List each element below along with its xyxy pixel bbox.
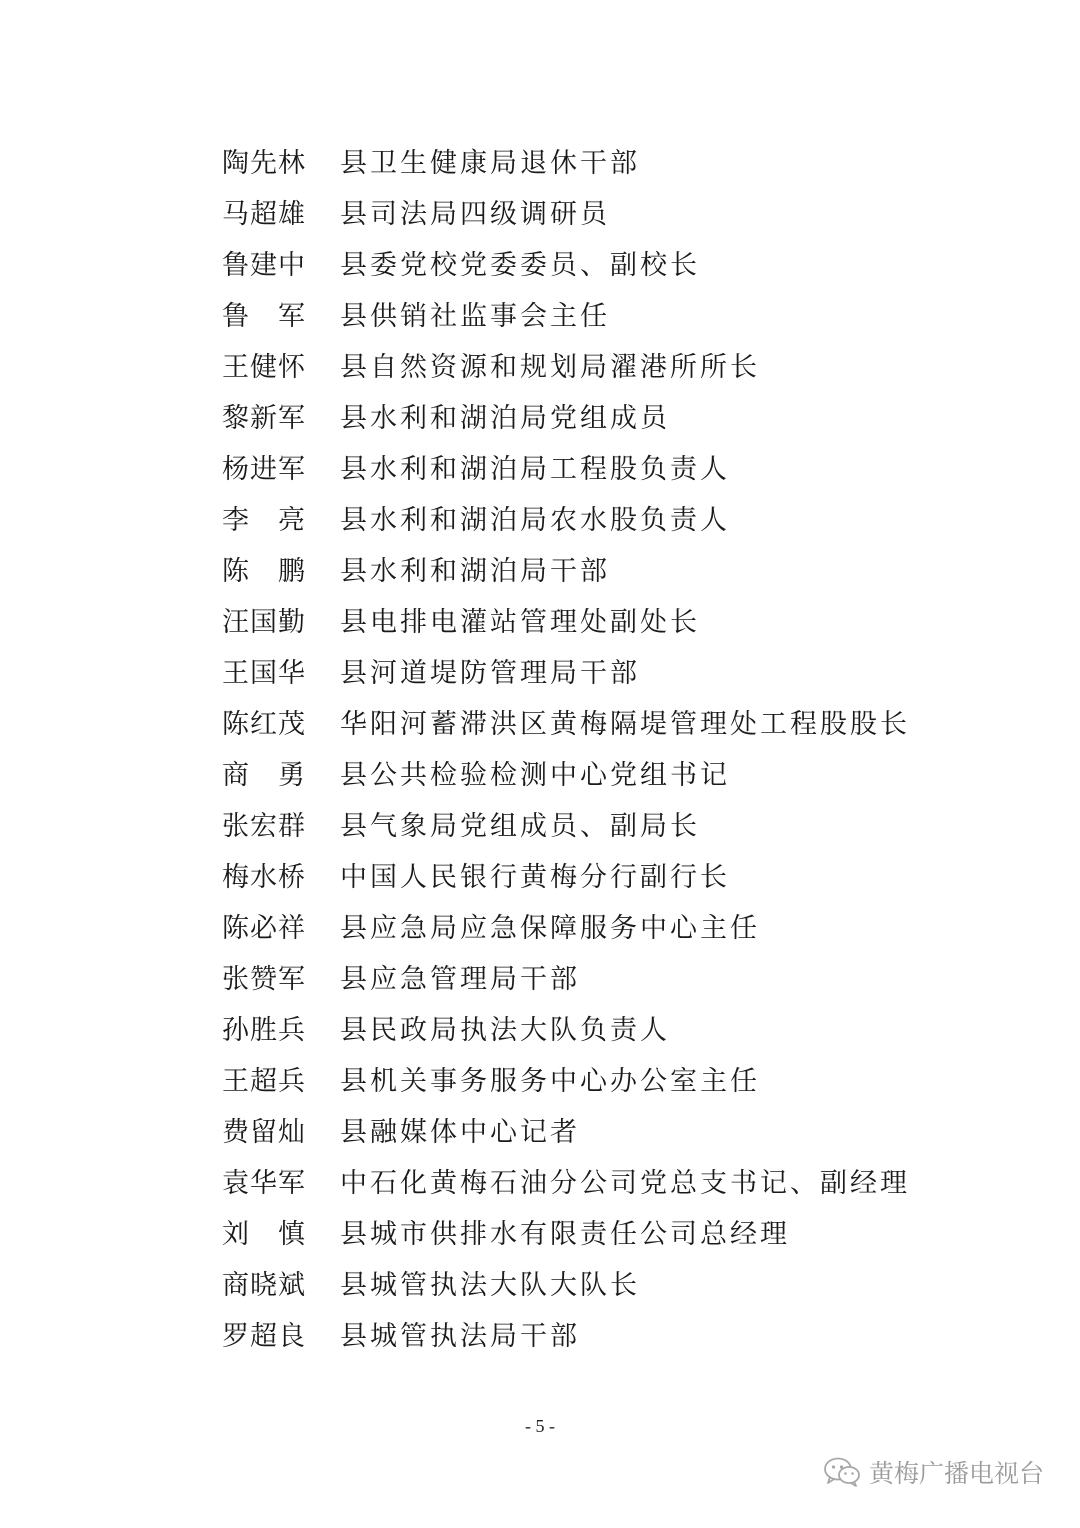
list-item (222, 849, 910, 900)
person-position: 县水利和湖泊局工程股负责人 (340, 454, 730, 485)
person-position: 中国人民银行黄梅分行副行长 (340, 862, 730, 893)
person-position: 县自然资源和规划局濯港所所长 (340, 352, 760, 383)
person-name: 商 勇 (222, 760, 306, 791)
person-name: 商 晓 斌 (222, 1270, 306, 1301)
person-position: 县水利和湖泊局党组成员 (340, 403, 670, 434)
person-position: 县供销社监事会主任 (340, 301, 610, 332)
list-item (222, 900, 910, 951)
person-name: 鲁 军 (222, 301, 306, 332)
list-item (222, 951, 910, 1002)
personnel-list (222, 135, 910, 1359)
list-item (222, 1002, 910, 1053)
person-name: 鲁 建 中 (222, 250, 306, 281)
list-item (222, 1308, 910, 1359)
person-position: 县应急管理局干部 (340, 964, 580, 995)
page-number: - 5 - (525, 1416, 555, 1436)
person-position: 县机关事务服务中心办公室主任 (340, 1066, 760, 1097)
list-item (222, 1053, 910, 1104)
person-name: 李 亮 (222, 505, 306, 536)
list-item (222, 594, 910, 645)
person-name: 王 健 怀 (222, 352, 306, 383)
person-name: 梅 水 桥 (222, 862, 306, 893)
person-name: 陈 必 祥 (222, 913, 306, 944)
person-name: 袁 华 军 (222, 1168, 306, 1199)
list-item (222, 135, 910, 186)
person-position: 县司法局四级调研员 (340, 199, 610, 230)
person-position: 县水利和湖泊局干部 (340, 556, 610, 587)
person-position: 县委党校党委委员、副校长 (340, 250, 700, 281)
list-item (222, 798, 910, 849)
person-position: 县应急局应急保障服务中心主任 (340, 913, 760, 944)
person-name: 孙 胜 兵 (222, 1015, 306, 1046)
list-item (222, 1257, 910, 1308)
list-item (222, 1206, 910, 1257)
person-name: 王 国 华 (222, 658, 306, 689)
person-name: 费 留 灿 (222, 1117, 306, 1148)
person-position: 县城市供排水有限责任公司总经理 (340, 1219, 790, 1250)
person-name: 张 宏 群 (222, 811, 306, 842)
person-name: 罗 超 良 (222, 1321, 306, 1352)
list-item (222, 696, 910, 747)
wechat-icon (823, 1456, 861, 1488)
person-position: 中石化黄梅石油分公司党总支书记、副经理 (340, 1168, 910, 1199)
person-name: 杨 进 军 (222, 454, 306, 485)
person-position: 县电排电灌站管理处副处长 (340, 607, 700, 638)
person-name: 王 超 兵 (222, 1066, 306, 1097)
list-item (222, 339, 910, 390)
list-item (222, 441, 910, 492)
list-item (222, 288, 910, 339)
person-name: 汪 国 勤 (222, 607, 306, 638)
person-name: 陈 鹏 (222, 556, 306, 587)
person-name: 陈 红 茂 (222, 709, 306, 740)
person-name: 陶 先 林 (222, 148, 306, 179)
list-item (222, 237, 910, 288)
list-item (222, 747, 910, 798)
person-position: 华阳河蓄滞洪区黄梅隔堤管理处工程股股长 (340, 709, 910, 740)
watermark (823, 1454, 1044, 1490)
person-position: 县城管执法大队大队长 (340, 1270, 640, 1301)
person-position: 县河道堤防管理局干部 (340, 658, 640, 689)
list-item (222, 543, 910, 594)
person-position: 县公共检验检测中心党组书记 (340, 760, 730, 791)
list-item (222, 1104, 910, 1155)
list-item (222, 645, 910, 696)
person-position: 县城管执法局干部 (340, 1321, 580, 1352)
watermark-text: 黄梅广播电视台 (868, 1459, 1044, 1488)
person-position: 县气象局党组成员、副局长 (340, 811, 700, 842)
person-name: 刘 慎 (222, 1219, 306, 1250)
person-name: 马 超 雄 (222, 199, 306, 230)
person-position: 县民政局执法大队负责人 (340, 1015, 670, 1046)
list-item (222, 492, 910, 543)
list-item (222, 390, 910, 441)
person-name: 黎 新 军 (222, 403, 306, 434)
person-position: 县融媒体中心记者 (340, 1117, 580, 1148)
list-item (222, 186, 910, 237)
list-item (222, 1155, 910, 1206)
person-position: 县水利和湖泊局农水股负责人 (340, 505, 730, 536)
person-name: 张 赞 军 (222, 964, 306, 995)
person-position: 县卫生健康局退休干部 (340, 148, 640, 179)
